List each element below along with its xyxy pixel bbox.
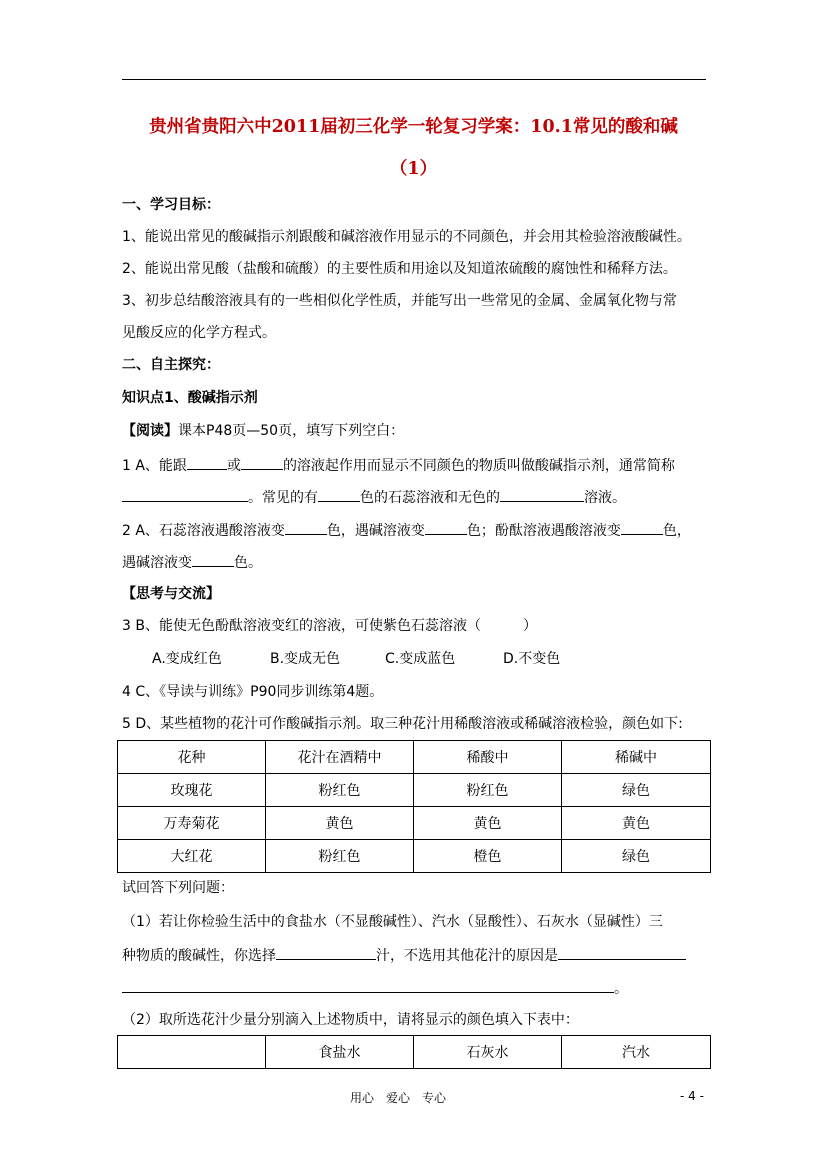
- table-cell: 粉红色: [266, 774, 414, 807]
- sub-question-1-line1: （1）若让你检验生活中的食盐水（不显酸碱性）、汽水（显酸性）、石灰水（显碱性）三: [122, 914, 663, 930]
- sub1-text-c: 汁，不选用其他花汁的原因是: [376, 948, 558, 964]
- blank[interactable]: [285, 520, 327, 535]
- table-header-cell: 稀碱中: [562, 741, 711, 774]
- color-result-table: [117, 1035, 711, 1069]
- question-2-line1: [122, 520, 691, 540]
- blank[interactable]: [425, 520, 467, 535]
- sub1-text-b: 种物质的酸碱性，你选择: [122, 948, 276, 964]
- table-cell: 绿色: [562, 774, 711, 807]
- blank[interactable]: [500, 487, 584, 502]
- blank[interactable]: [558, 945, 686, 960]
- q2-text-a: 2 A、石蕊溶液遇酸溶液变: [122, 523, 285, 539]
- table-header-row: [118, 1036, 711, 1069]
- q3-option-d[interactable]: D.不变色: [503, 651, 561, 667]
- table-cell: 万寿菊花: [118, 807, 266, 840]
- answer-intro: 试回答下列问题：: [122, 880, 234, 896]
- q1-text-a: 。常见的有: [248, 490, 318, 506]
- q2-text-b: 色，遇碱溶液变: [326, 523, 425, 539]
- page-title: 贵州省贵阳六中2011届初三化学一轮复习学案：10.1常见的酸和碱: [149, 117, 678, 137]
- table-row: [118, 774, 711, 807]
- question-2-line2: [122, 552, 262, 572]
- table-cell: 玫瑰花: [118, 774, 266, 807]
- blank[interactable]: [241, 455, 283, 470]
- table-header-cell: 花汁在酒精中: [266, 741, 414, 774]
- table-header-cell: [118, 1036, 266, 1069]
- knowledge-point-1: 知识点1、酸碱指示剂: [122, 390, 258, 406]
- question-1-line2: [122, 487, 626, 507]
- page-title-suffix: （1）: [389, 159, 438, 179]
- q2-text-f: 色。: [234, 555, 262, 571]
- blank[interactable]: [192, 552, 234, 567]
- q1-mid: 的溶液起作用而显示不同颜色的物质叫做酸碱指示剂，通常简称: [282, 458, 675, 474]
- table-cell: 绿色: [562, 840, 711, 873]
- table-header-cell: 食盐水: [266, 1036, 414, 1069]
- question-5: 5 D、某些植物的花汁可作酸碱指示剂。取三种花汁用稀酸溶液或稀碱溶液检验，颜色如下:: [122, 716, 683, 732]
- table-header-cell: 稀酸中: [414, 741, 562, 774]
- sub1-end: 。: [614, 981, 628, 997]
- table-cell: 黄色: [562, 807, 711, 840]
- sub-question-2: （2）取所选花汁少量分别滴入上述物质中，请将显示的颜色填入下表中：: [122, 1012, 579, 1028]
- table-header-cell: 汽水: [562, 1036, 711, 1069]
- reading-label: 【阅读】: [122, 423, 178, 439]
- table-row: [118, 807, 711, 840]
- table-cell: 橙色: [414, 840, 562, 873]
- table-header-row: [118, 741, 711, 774]
- goal-3-line1: 3、初步总结酸溶液具有的一些相似化学性质，并能写出一些常见的金属、金属氧化物与常: [122, 293, 677, 309]
- q3-option-b[interactable]: B.变成无色: [270, 651, 341, 667]
- table-cell: 黄色: [414, 807, 562, 840]
- table-row: [118, 840, 711, 873]
- q1-prefix: 1 A、能跟: [122, 458, 187, 474]
- q3-option-c[interactable]: C.变成蓝色: [385, 651, 456, 667]
- table-cell: 粉红色: [266, 840, 414, 873]
- q1-text-b: 色的石蕊溶液和无色的: [360, 490, 500, 506]
- blank[interactable]: [122, 487, 248, 502]
- blank[interactable]: [318, 487, 360, 502]
- table-header-cell: 石灰水: [414, 1036, 562, 1069]
- goals-heading: 一、学习目标：: [122, 197, 220, 213]
- goal-3-line2: 见酸反应的化学方程式。: [122, 325, 276, 341]
- page-number: - 4 -: [680, 1089, 704, 1103]
- table-header-cell: 花种: [118, 741, 266, 774]
- question-1-line1: [122, 455, 675, 475]
- header-rule: [122, 79, 706, 80]
- explore-heading: 二、自主探究：: [122, 357, 220, 373]
- think-label: 【思考与交流】: [122, 586, 220, 602]
- footer-slogan: 用心 爱心 专心: [350, 1091, 447, 1105]
- table-cell: 黄色: [266, 807, 414, 840]
- blank[interactable]: [621, 520, 663, 535]
- question-3: 3 B、能使无色酚酞溶液变红的溶液，可使紫色石蕊溶液（ ）: [122, 618, 537, 634]
- q2-text-c: 色；酚酞溶液遇酸溶液变: [466, 523, 621, 539]
- blank[interactable]: [276, 945, 376, 960]
- goal-1: 1、能说出常见的酸碱指示剂跟酸和碱溶液作用显示的不同颜色，并会用其检验溶液酸碱性。: [122, 229, 691, 245]
- flower-indicator-table: [117, 740, 711, 873]
- goal-2: 2、能说出常见酸（盐酸和硫酸）的主要性质和用途以及知道浓硫酸的腐蚀性和稀释方法。: [122, 261, 677, 277]
- blank[interactable]: [122, 978, 614, 993]
- q1-text-c: 溶液。: [584, 490, 626, 506]
- sub-question-1-line3: [122, 978, 628, 998]
- table-cell: 大红花: [118, 840, 266, 873]
- question-4: 4 C、《导读与训练》P90同步训练第4题。: [122, 684, 384, 700]
- q3-option-a[interactable]: A.变成红色: [152, 651, 222, 667]
- table-cell: 粉红色: [414, 774, 562, 807]
- q1-or: 或: [226, 458, 241, 474]
- blank[interactable]: [187, 455, 227, 470]
- q2-text-e: 遇碱溶液变: [122, 555, 192, 571]
- q2-text-d: 色，: [662, 523, 691, 539]
- reading-text: 课本P48页—50页，填写下列空白：: [178, 423, 405, 439]
- sub-question-1-line2: [122, 945, 686, 965]
- reading-paragraph: [122, 422, 404, 440]
